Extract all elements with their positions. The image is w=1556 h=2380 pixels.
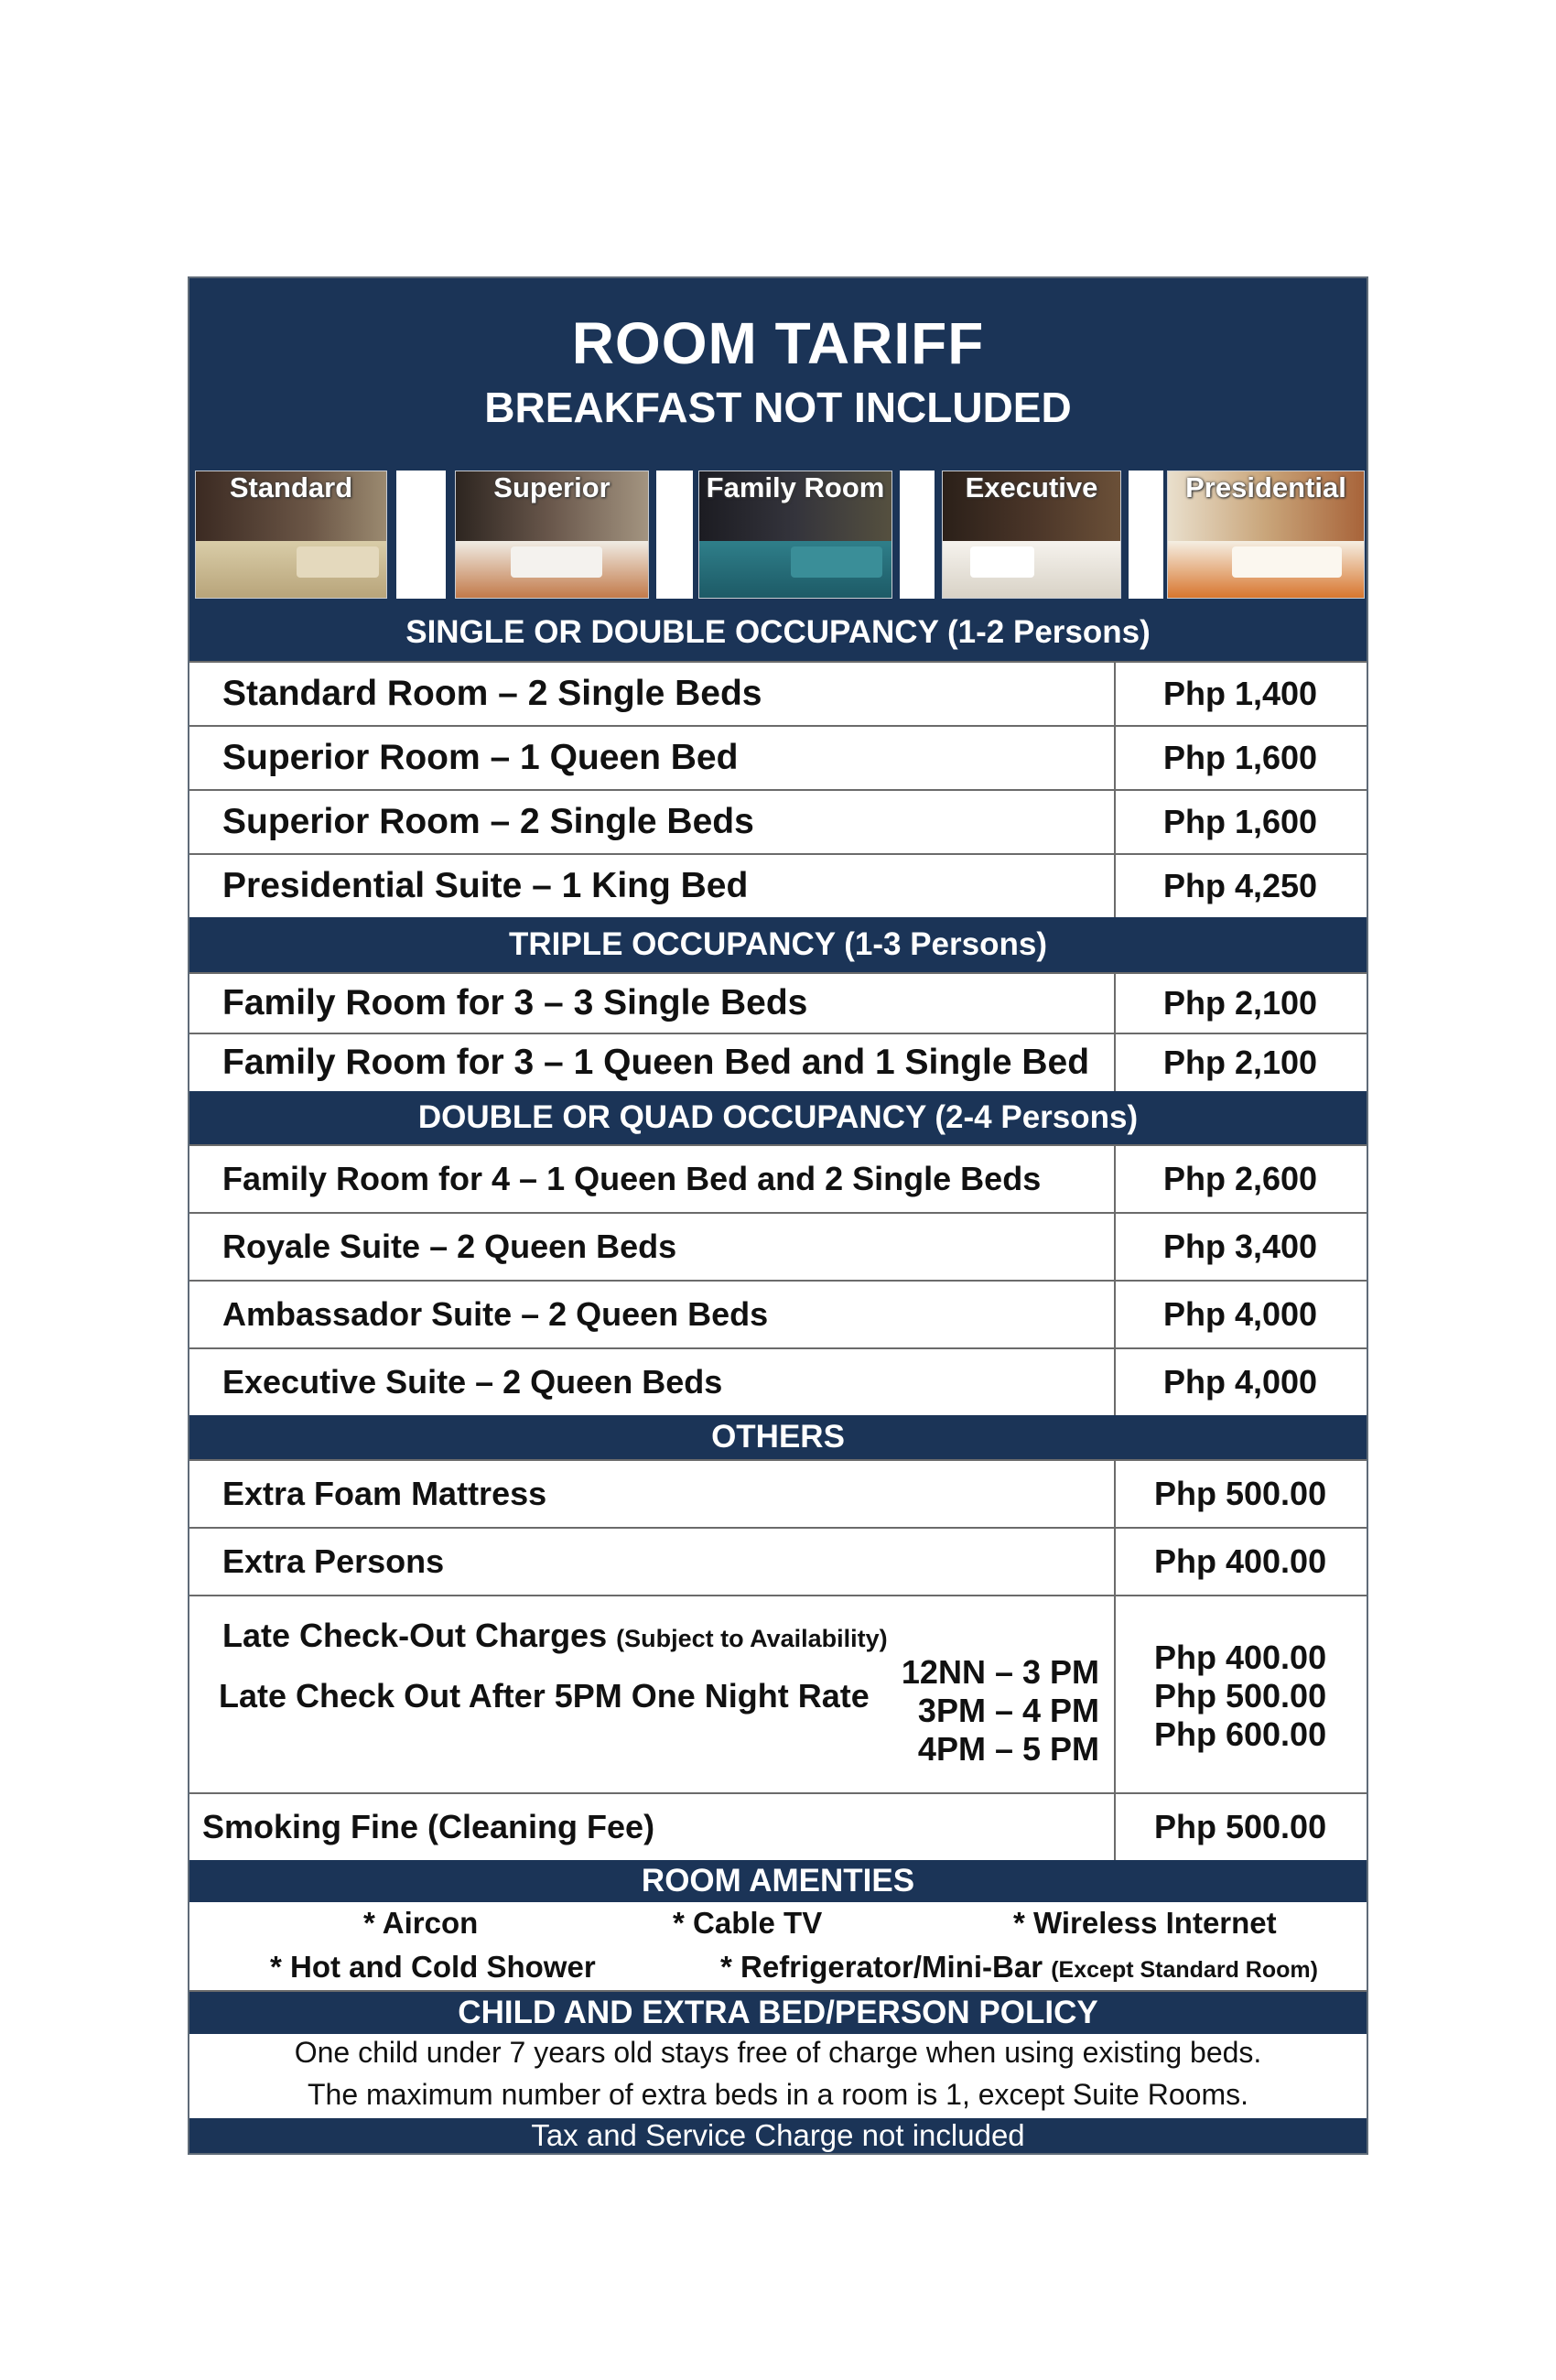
amenity-item: * Wireless Internet xyxy=(1013,1906,1277,1940)
room-price: Php 1,600 xyxy=(1163,803,1318,840)
section-header-double-quad: DOUBLE OR QUAD OCCUPANCY (2-4 Persons) xyxy=(189,1091,1367,1144)
room-description: Family Room for 4 – 1 Queen Bed and 2 Single Beds xyxy=(189,1146,1116,1212)
room-price: Php 2,100 xyxy=(1163,984,1318,1022)
bedroom-photo-icon: Standard xyxy=(229,471,353,503)
section-header-amenities: ROOM AMENTIES xyxy=(189,1860,1367,1902)
room-price: Php 3,400 xyxy=(1163,1228,1318,1265)
room-price: Php 4,000 xyxy=(1163,1295,1318,1333)
room-price: Php 4,250 xyxy=(1163,867,1318,904)
header-block xyxy=(189,278,1367,467)
tariff-card xyxy=(188,276,1368,2155)
room-price: Php 2,100 xyxy=(1163,1044,1318,1081)
table-row xyxy=(189,1527,1367,1595)
item-price: Php 400.00 xyxy=(1154,1542,1327,1580)
table-row xyxy=(189,1792,1367,1860)
room-description: Standard Room – 2 Single Beds xyxy=(189,663,1116,725)
slot-price: Php 600.00 xyxy=(1154,1715,1327,1753)
section-header-policy: CHILD AND EXTRA BED/PERSON POLICY xyxy=(189,1990,1367,2034)
time-slot: 3PM – 4 PM xyxy=(917,1692,1099,1729)
table-row xyxy=(189,853,1367,917)
section-header-others: OTHERS xyxy=(189,1415,1367,1459)
bedroom-photo-icon: Family Room xyxy=(706,471,885,503)
room-price: Php 4,000 xyxy=(1163,1363,1318,1401)
item-description: Extra Persons xyxy=(189,1529,1116,1595)
amenity-item: * Cable TV xyxy=(673,1906,823,1940)
policy-line: One child under 7 years old stays free of charge when using existing beds. xyxy=(294,2036,1262,2069)
bedroom-photo-icon: Presidential xyxy=(1185,471,1346,503)
table-row xyxy=(189,1459,1367,1527)
bedroom-photo-icon: Executive xyxy=(965,471,1098,503)
item-price: Php 500.00 xyxy=(1154,1475,1327,1512)
late-checkout-slots xyxy=(902,1653,1099,1769)
section-header-triple: TRIPLE OCCUPANCY (1-3 Persons) xyxy=(189,917,1367,972)
late-checkout-note: (Subject to Availability) xyxy=(616,1625,888,1652)
room-price: Php 1,400 xyxy=(1163,675,1318,712)
amenity-item: * Refrigerator/Mini-Bar (Except Standard Room) xyxy=(720,1950,1318,1984)
late-checkout-description xyxy=(189,1596,1116,1792)
room-description: Superior Room – 2 Single Beds xyxy=(189,791,1116,853)
late-checkout-row xyxy=(189,1595,1367,1792)
time-slot: 12NN – 3 PM xyxy=(901,1653,1099,1691)
room-description: Family Room for 3 – 3 Single Beds xyxy=(189,974,1116,1033)
bedroom-photo-icon: Superior xyxy=(493,471,611,503)
amenities-list xyxy=(189,1902,1367,1990)
amenity-item: * Hot and Cold Shower xyxy=(270,1950,596,1984)
table-row xyxy=(189,661,1367,725)
table-row xyxy=(189,1033,1367,1091)
table-row xyxy=(189,972,1367,1033)
footer-note: Tax and Service Charge not included xyxy=(189,2118,1367,2153)
item-description: Extra Foam Mattress xyxy=(189,1461,1116,1527)
table-row xyxy=(189,1280,1367,1347)
room-description: Presidential Suite – 1 King Bed xyxy=(189,855,1116,917)
table-row xyxy=(189,1347,1367,1415)
item-price: Php 500.00 xyxy=(1154,1808,1327,1845)
room-description: Executive Suite – 2 Queen Beds xyxy=(189,1349,1116,1415)
amenity-note: (Except Standard Room) xyxy=(1051,1957,1318,1983)
table-row xyxy=(189,1144,1367,1212)
photo-superior xyxy=(455,471,649,599)
slot-price: Php 500.00 xyxy=(1154,1677,1327,1715)
page-subtitle: BREAKFAST NOT INCLUDED xyxy=(484,384,1072,431)
table-row xyxy=(189,789,1367,853)
page-title: ROOM TARIFF xyxy=(571,310,985,376)
late-checkout-title: Late Check-Out Charges (Subject to Availability) xyxy=(222,1617,888,1654)
late-checkout-prices xyxy=(1116,1596,1367,1792)
room-description: Superior Room – 1 Queen Bed xyxy=(189,727,1116,789)
room-description: Royale Suite – 2 Queen Beds xyxy=(189,1214,1116,1280)
amenity-item: * Aircon xyxy=(363,1906,479,1940)
photo-presidential xyxy=(1167,471,1365,599)
table-row xyxy=(189,1212,1367,1280)
photo-standard xyxy=(195,471,387,599)
photo-strip xyxy=(189,467,1367,604)
room-description: Ambassador Suite – 2 Queen Beds xyxy=(189,1282,1116,1347)
room-price: Php 1,600 xyxy=(1163,739,1318,776)
photo-family-room xyxy=(698,471,892,599)
late-checkout-night-rate: Late Check Out After 5PM One Night Rate xyxy=(219,1677,870,1715)
slot-price: Php 400.00 xyxy=(1154,1639,1327,1676)
table-row xyxy=(189,725,1367,789)
time-slot: 4PM – 5 PM xyxy=(917,1730,1099,1768)
section-header-single-double: SINGLE OR DOUBLE OCCUPANCY (1-2 Persons) xyxy=(189,604,1367,661)
policy-line: The maximum number of extra beds in a room is 1, except Suite Rooms. xyxy=(308,2078,1248,2111)
room-description: Family Room for 3 – 1 Queen Bed and 1 Single Bed xyxy=(189,1034,1116,1091)
item-description: Smoking Fine (Cleaning Fee) xyxy=(189,1794,1116,1860)
photo-executive xyxy=(942,471,1121,599)
room-price: Php 2,600 xyxy=(1163,1160,1318,1197)
policy-text xyxy=(189,2034,1367,2118)
